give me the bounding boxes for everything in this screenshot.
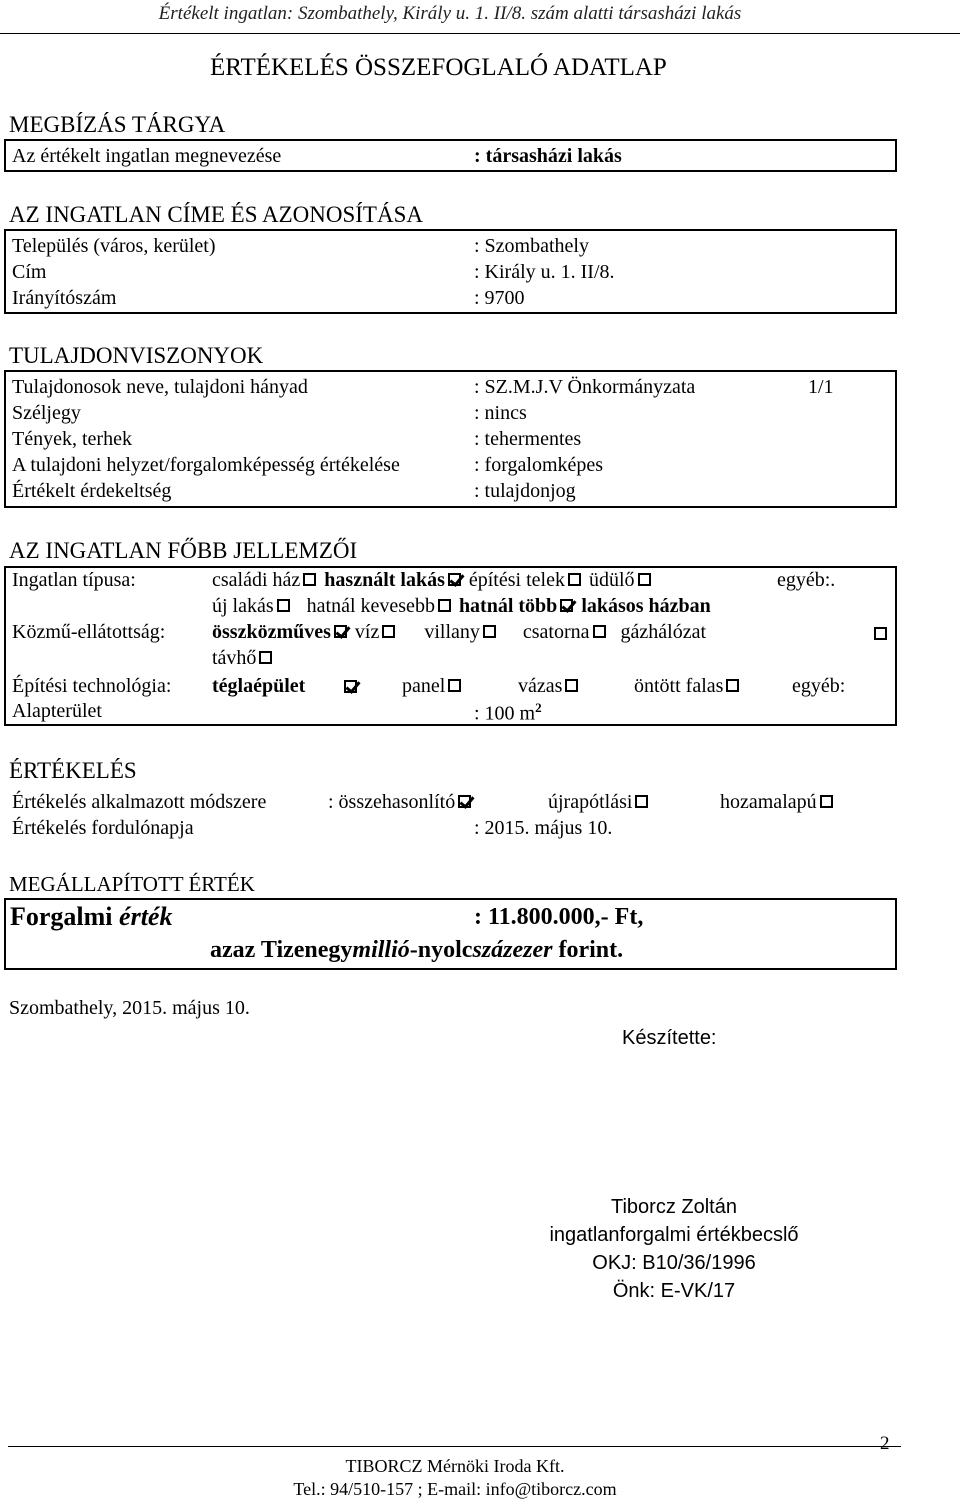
section-heading-megbizas: MEGBÍZÁS TÁRGYA (9, 112, 226, 137)
forgalmi-ertek-value: : 11.800.000,- Ft, (474, 904, 644, 930)
option-osszkozmuves: összközműves (212, 621, 331, 643)
footer-divider (8, 1446, 901, 1447)
kozmu-label: Közmű-ellátottság: (12, 621, 166, 643)
option-hasznalt-lakas: használt lakás (324, 569, 445, 591)
checkbox-epitesi-telek (568, 573, 581, 586)
option-gazhalozat: gázhálózat (620, 621, 707, 643)
fordulonap-label: Értékelés fordulónapja (12, 817, 194, 839)
checkbox-csatorna (593, 625, 606, 638)
signer-name: Tiborcz Zoltán (611, 1196, 737, 1218)
checkbox-teglaepulet-checked (344, 680, 357, 693)
checkbox-ontott-falas (726, 679, 739, 692)
alapterulet-value: : 100 m (474, 702, 536, 725)
tech-panel (402, 675, 464, 698)
tulajdon-label-terhek: Tények, terhek (12, 428, 132, 450)
option-villany: villany (424, 621, 480, 643)
option-hozamalapu: hozamalapú (720, 791, 817, 813)
cim-value-iranyitoszam: : 9700 (474, 287, 525, 309)
option-egyeb: egyéb:. (777, 569, 836, 591)
place-date: Szombathely, 2015. május 10. (9, 997, 250, 1019)
tulajdon-label-erdekeltseg: Értékelt érdekeltség (12, 480, 172, 502)
azaz-tizenegy: azaz Tizenegy (210, 937, 353, 963)
checkbox-csaladi-haz (303, 573, 316, 586)
tulajdon-label-helyzet: A tulajdoni helyzet/forgalomképesség értékelése (12, 454, 400, 476)
checkbox-hozamalapu (820, 795, 833, 808)
option-ontott-falas: öntött falas (634, 675, 724, 697)
tulajdon-value-helyzet: : forgalomképes (474, 454, 604, 476)
cim-label-telepules: Település (város, kerület) (12, 235, 216, 257)
running-header: Értékelt ingatlan: Szombathely, Király u. 1. II/8. szám alatti társasházi lakás (158, 3, 742, 24)
forint-word: forint. (552, 937, 624, 963)
signer-onk: Önk: E-VK/17 (612, 1280, 736, 1302)
footer-contact: Tel.: 94/510-157 ; E-mail: info@tiborcz.com (293, 1479, 617, 1499)
document-title: ÉRTÉKELÉS ÖSSZEFOGLALÓ ADATLAP (210, 54, 667, 81)
tipus-row-2 (212, 595, 711, 618)
tulajdon-value-szeljegy: : nincs (474, 402, 527, 424)
option-uj-lakas: új lakás (212, 595, 274, 617)
option-teglaepulet: téglaépület (212, 675, 306, 697)
option-lakasos-hazban: lakásos házban (581, 595, 711, 617)
option-udulo: üdülő (588, 569, 635, 591)
tulajdon-value-terhek: : tehermentes (474, 428, 582, 450)
option-ujrapotlasi: újrapótlási (548, 791, 633, 813)
megbizas-label: Az értékelt ingatlan megnevezése (12, 145, 282, 167)
checkbox-hasznalt-lakas-checked (448, 573, 461, 586)
checkbox-villany (483, 625, 496, 638)
section-heading-ertekeles: ÉRTÉKELÉS (9, 758, 137, 783)
checkbox-panel (448, 679, 461, 692)
option-viz: víz (354, 621, 380, 643)
cim-value-telepules: : Szombathely (474, 235, 589, 257)
checkbox-ujrapotlasi (635, 795, 648, 808)
checkbox-osszkozmuves-checked (334, 625, 347, 638)
signer-role: ingatlanforgalmi értékbecslő (549, 1224, 799, 1246)
section-heading-jellemzok: AZ INGATLAN FŐBB JELLEMZŐI (9, 538, 358, 563)
tulajdon-value-erdekeltseg: : tulajdonjog (474, 480, 576, 502)
checkbox-uj-lakas (277, 599, 290, 612)
ertek-szoveggel (210, 937, 623, 964)
section-heading-tulajdon: TULAJDONVISZONYOK (9, 343, 264, 368)
szazezer-word: százezer (472, 937, 553, 963)
option-osszehasonlito: : összehasonlító (328, 791, 456, 813)
section-heading-cim: AZ INGATLAN CÍME ÉS AZONOSÍTÁSA (9, 202, 423, 227)
nyolc-word: -nyolc (409, 937, 473, 963)
tipus-label: Ingatlan típusa: (12, 569, 136, 591)
millio-word: millió (352, 937, 410, 963)
cim-label-cim: Cím (12, 261, 47, 283)
forgalmi-word: Forgalmi (10, 902, 113, 931)
forgalmi-ertek-label (10, 902, 172, 932)
tulajdon-label-szeljegy: Széljegy (12, 402, 81, 424)
section-heading-megallapitott: MEGÁLLAPÍTOTT ÉRTÉK (9, 872, 255, 896)
footer-company: TIBORCZ Mérnöki Iroda Kft. (345, 1456, 565, 1476)
kozmu-row-2 (212, 647, 275, 670)
option-epitesi-telek: építési telek (468, 569, 565, 591)
checkbox-hatnal-kevesebb (438, 599, 451, 612)
signer-okj: OKJ: B10/36/1996 (592, 1252, 756, 1274)
modszer-label: Értékelés alkalmazott módszere (12, 791, 267, 813)
alapterulet-value-wrap (474, 700, 542, 726)
checkbox-tavho (259, 651, 272, 664)
header-divider (0, 33, 960, 34)
tulajdon-value-nev: : SZ.M.J.V Önkormányzata (474, 376, 696, 398)
modszer-hozamalapu (720, 791, 836, 814)
option-vazas: vázas (518, 675, 563, 697)
cim-label-iranyitoszam: Irányítószám (12, 287, 117, 309)
checkbox-gazhalozat (874, 627, 887, 640)
option-csatorna: csatorna (522, 621, 590, 643)
tipus-row-1 (212, 569, 654, 592)
tulajdon-label-nev: Tulajdonosok neve, tulajdoni hányad (12, 376, 308, 398)
alapterulet-exponent: 2 (535, 700, 542, 715)
option-egyeb-tech: egyéb: (792, 675, 846, 697)
fordulonap-value: : 2015. május 10. (474, 817, 613, 839)
tulajdon-hanyad: 1/1 (808, 376, 834, 398)
option-tavho: távhő (212, 647, 257, 669)
ertek-word: érték (119, 902, 173, 931)
kozmu-row (212, 621, 706, 644)
technologia-label: Építési technológia: (12, 675, 172, 697)
option-hatnal-kevesebb: hatnál kevesebb (306, 595, 435, 617)
page-number: 2 (880, 1433, 890, 1454)
modszer-osszehasonlito (328, 791, 474, 814)
tech-vazas (518, 675, 581, 698)
option-hatnal-tobb: hatnál több (458, 595, 558, 617)
checkbox-viz (382, 625, 395, 638)
megbizas-value: : társasházi lakás (474, 145, 622, 167)
tech-ontott (634, 675, 742, 698)
cim-value-cim: : Király u. 1. II/8. (474, 261, 615, 283)
checkbox-udulo (638, 573, 651, 586)
modszer-ujrapotlasi (548, 791, 651, 814)
checkbox-hatnal-tobb-checked (560, 599, 573, 612)
keszitette-label: Készítette: (622, 1027, 717, 1049)
option-csaladi-haz: családi ház (212, 569, 301, 591)
checkbox-vazas (565, 679, 578, 692)
checkbox-osszehasonlito-checked (458, 795, 471, 808)
alapterulet-label: Alapterület (12, 700, 102, 722)
option-panel: panel (402, 675, 446, 697)
